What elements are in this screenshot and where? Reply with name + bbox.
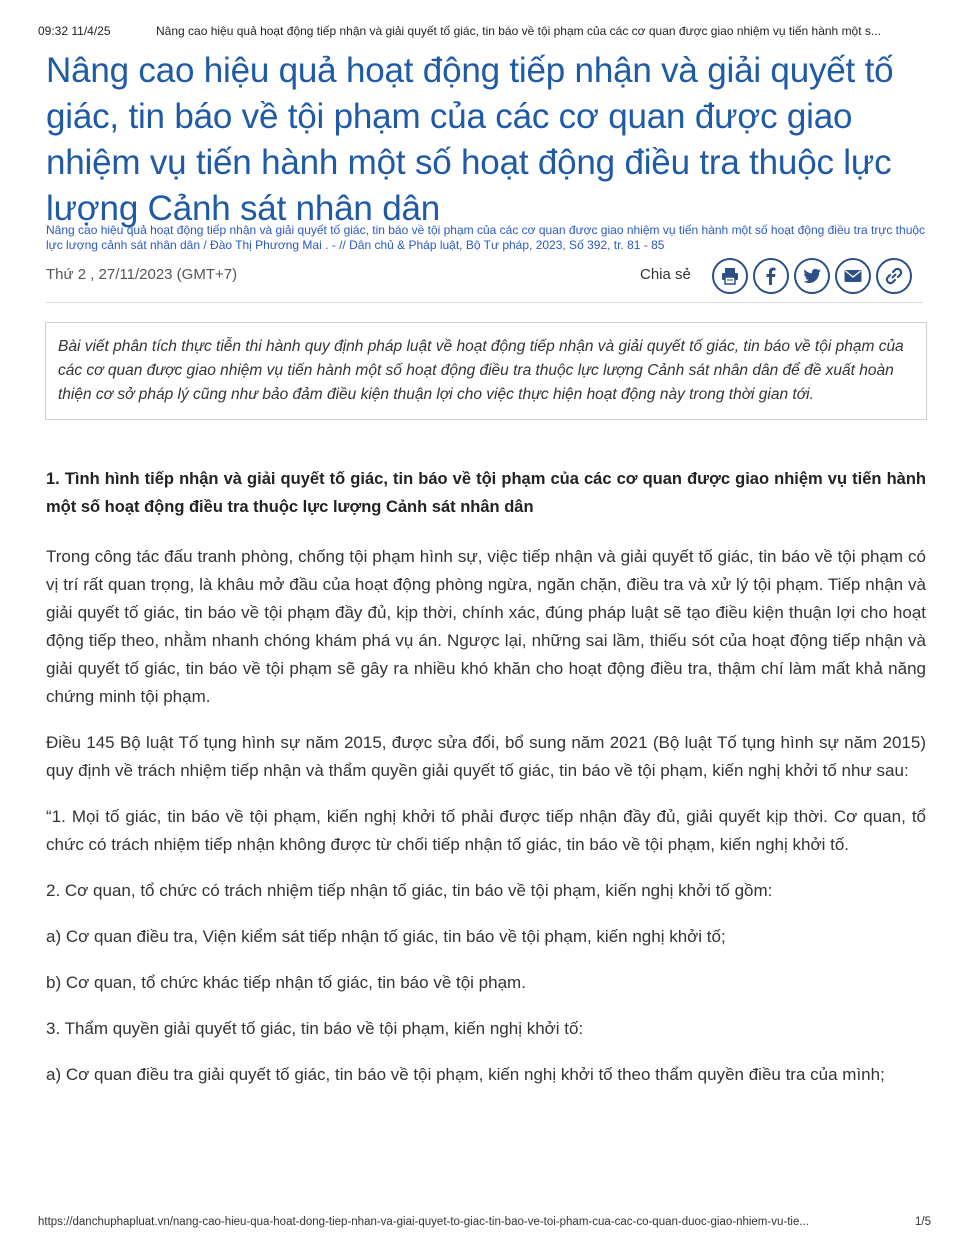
paragraph: Trong công tác đấu tranh phòng, chống tội phạm hình sự, việc tiếp nhận và giải quyết tố giác, tin báo về tội phạm có vị trí rất quan trọng, là khâu mở đầu của hoạt động phòng ngừa, ngăn chặn, điều tra và xử lý tội phạm. Tiếp nhận và giải quyết tố giác, tin báo về tội phạm đầy đủ, kịp thời, chính xác, đúng pháp luật sẽ tạo điều kiện thuận lợi cho hoạt động tiếp theo, nhằm nhanh chóng khám phá vụ án. Ngược lại, những sai lầm, thiếu sót của hoạt động tiếp nhận và giải quyết tố giác, tin báo về tội phạm sẽ gây ra nhiều khó khăn cho hoạt động điều tra, thậm chí làm mất khả năng chứng minh tội phạm.: [46, 547, 926, 706]
page-url[interactable]: https://danchuphapluat.vn/nang-cao-hieu-qua-hoat-dong-tiep-nhan-va-giai-quyet-to-giac-tin-bao-ve-toi-pham-cua-cac-co-quan-duoc-giao-nhiem-vu-tie...: [38, 1216, 809, 1228]
publish-date: Thứ 2 , 27/11/2023 (GMT+7): [46, 266, 238, 283]
header-divider: [46, 302, 923, 303]
paragraph: 3. Thẩm quyền giải quyết tố giác, tin báo về tội phạm, kiến nghị khởi tố:: [46, 1019, 584, 1038]
facebook-icon[interactable]: [753, 258, 789, 294]
page-number: 1/5: [915, 1216, 931, 1228]
article-meta: [46, 258, 923, 298]
copy-link-icon[interactable]: [876, 258, 912, 294]
print-footer: [38, 1216, 931, 1228]
print-icon[interactable]: [712, 258, 748, 294]
article-body: [46, 465, 926, 1107]
print-datetime: 09:32 11/4/25: [38, 24, 111, 38]
paragraph: Điều 145 Bộ luật Tố tụng hình sự năm 2015, được sửa đổi, bổ sung năm 2021 (Bộ luật Tố tụng hình sự năm 2015) quy định về trách nhiệm tiếp nhận và thẩm quyền giải quyết tố giác, tin báo về tội phạm, kiến nghị khởi tố như sau:: [46, 733, 926, 780]
paragraph: b) Cơ quan, tổ chức khác tiếp nhận tố giác, tin báo về tội phạm.: [46, 973, 526, 992]
email-icon[interactable]: [835, 258, 871, 294]
paragraph: 2. Cơ quan, tổ chức có trách nhiệm tiếp nhận tố giác, tin báo về tội phạm, kiến nghị khởi tố gồm:: [46, 881, 773, 900]
article-title: Nâng cao hiệu quả hoạt động tiếp nhận và giải quyết tố giác, tin báo về tội phạm của các cơ quan được giao nhiệm vụ tiến hành một số hoạt động điều tra thuộc lực lượng Cảnh sát nhân dân: [46, 51, 894, 228]
twitter-icon[interactable]: [794, 258, 830, 294]
paragraph: a) Cơ quan điều tra giải quyết tố giác, tin báo về tội phạm, kiến nghị khởi tố theo thẩm quyền điều tra của mình;: [46, 1065, 885, 1084]
print-doc-title: Nâng cao hiệu quả hoạt động tiếp nhận và giải quyết tố giác, tin báo về tội phạm của các cơ quan được giao nhiệm vụ tiến hành một s...: [156, 24, 881, 38]
share-label: Chia sẻ: [640, 266, 691, 283]
print-header: [38, 24, 931, 38]
paragraph: a) Cơ quan điều tra, Viện kiểm sát tiếp nhận tố giác, tin báo về tội phạm, kiến nghị khởi tố;: [46, 927, 726, 946]
article-summary: Bài viết phân tích thực tiễn thi hành quy định pháp luật về hoạt động tiếp nhận và giải quyết tố giác, tin báo về tội phạm của các cơ quan được giao nhiệm vụ tiến hành một số hoạt động điều tra thuộc lực lượng Cảnh sát nhân dân để đề xuất hoàn thiện cơ sở pháp lý cũng như bảo đảm điều kiện thuận lợi cho việc thực hiện hoạt động này trong thời gian tới.: [45, 322, 927, 420]
share-icons: [712, 258, 917, 294]
paragraph: “1. Mọi tố giác, tin báo về tội phạm, kiến nghị khởi tố phải được tiếp nhận đầy đủ, giải quyết kịp thời. Cơ quan, tổ chức có trách nhiệm tiếp nhận không được từ chối tiếp nhận tố giác, tin báo về tội phạm, kiến nghị khởi tố.: [46, 807, 926, 854]
citation-link[interactable]: Nâng cao hiệu quả hoạt động tiếp nhận và giải quyết tố giác, tin báo về tội phạm của các cơ quan được giao nhiệm vụ tiến hành một số hoạt động điều tra trực thuộc lực lượng cảnh sát nhân dân / Đào Thị Phương Mai . - // Dân chủ & Pháp luật, Bộ Tư pháp, 2023, Số 392, tr. 81 - 85: [46, 223, 926, 252]
section-heading: 1. Tình hình tiếp nhận và giải quyết tố giác, tin báo về tội phạm của các cơ quan được giao nhiệm vụ tiến hành một số hoạt động điều tra thuộc lực lượng Cảnh sát nhân dân: [46, 470, 926, 516]
